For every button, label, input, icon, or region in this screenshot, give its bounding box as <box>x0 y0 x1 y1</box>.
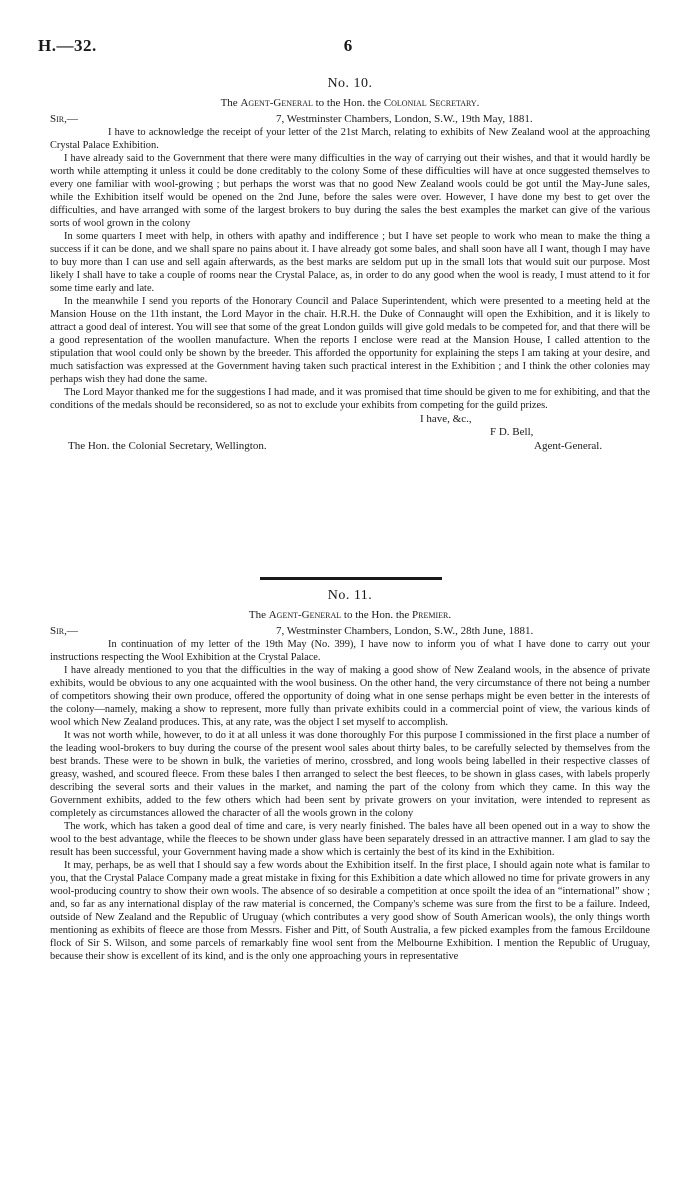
signatory-title: Agent-General. <box>534 440 603 452</box>
letter-heading: The Agent-General to the Hon. the Colonial Secretary. <box>220 97 480 109</box>
paragraph: I have already said to the Government that there were many difficulties in the way of carrying out their wishes, and that it would hardly be worth while attempting it unless it could be done creditably to the colony Some of these difficulties will have at once suggested themselves to every one familiar with wool-growing ; but perhaps the worst was that no good New Zealand wools could be got until the May-June sales, while the Exhibition itself would be opened on the 2nd June, before the sales were over. However, I have done my best to get over the difficulties, and have arranged with some of the largest brokers to buy during the sales the best examples the market can give of the various sorts of wool grown in the colony <box>50 153 650 229</box>
signature: F D. Bell, <box>490 426 534 438</box>
paragraph: The Lord Mayor thanked me for the suggestions I had made, and it was promised that time should be given to me for exhibiting, and that the conditions of the medals should be reconsidered, so as not to exclude your exhibits from competing for the guild prizes. <box>50 387 650 411</box>
letter-number: No. 11. <box>327 588 373 603</box>
letter-closing <box>50 412 650 456</box>
sender: Agent-General <box>240 97 313 109</box>
salutation-address-line <box>50 624 650 638</box>
letter-number: No. 10. <box>327 76 373 91</box>
paragraph: I have to acknowledge the receipt of your letter of the 21st March, relating to exhibits of New Zealand wool at the approaching Crystal Palace Exhibition. <box>50 127 650 151</box>
page-number: 6 <box>343 36 353 55</box>
sender-address-date: 7, Westminster Chambers, London, S.W., 28th June, 1881. <box>276 625 534 637</box>
paragraph: It may, perhaps, be as well that I should say a few words about the Exhibition itself. In the first place, I should again note what is familar to you, that the Crystal Palace Company made a great mistake in fixing for this Exhibition a date which allowed no time for private growers in any wool-producing country to show their own wools. The absence of so desirable a competition at once spoilt the idea of an “international” show ; and, so far as any international display of the raw material is concerned, the Company's scheme was sure from the first to be a failure. Indeed, outside of New Zealand and the Republic of Uruguay (which contributes a very good show of South American wools), the only things worth mentioning as exhibits of fleece are those from Messrs. Fisher and Pitt, of South Australia, a few picked examples from the famous Ercildoune flock of Sir S. Wilson, and some parcels of remarkably fine wool sent from the Melbourne Exhibition. I mention the Republic of Uruguay, because their show is excellent of its kind, and is the only one approaching yours in representative <box>50 860 650 962</box>
paragraph: In the meanwhile I send you reports of the Honorary Council and Palace Superintendent, which were presented to a meeting held at the Mansion House on the 11th instant, the Lord Mayor in the chair. H.R.H. the Duke of Connaught will open the Exhibition, and it is likely to attract a good deal of interest. You will see that some of the great London guilds will give gold medals to be competed for, and that there will be a good representation of the woollen manufacture. When the reports I enclose were read at the Mansion House, I called attention to the stipulation that wool could only be shown by the breeder. This afforded the opportunity for explaining the steps I am taking at your desire, and much satisfaction was expressed at the Government having taken such practical interest in the Exhibition ; and I think the other colonies may perhaps wish they had done the same. <box>50 296 650 385</box>
paragraph: I have already mentioned to you that the difficulties in the way of making a good show of New Zealand wools, in the absence of private exhibits, would be obvious to any one acquainted with the wool business. On the other hand, the very circumstance of there not being a number of competitors showing their own produce, offered the opportunity of doing what in one sense perhaps might be even better in the interests of the colony—namely, making a show to represent, more fully than private exhibits could in a commercial point of view, the various kinds of wool which New Zealand produces. This, at any rate, was the object I set myself to accomplish. <box>50 665 650 728</box>
addressee: Colonial Secretary <box>383 97 477 109</box>
paragraph: In continuation of my letter of the 19th May (No. 399), I have now to inform you of what I have done to carry out your instructions respecting the Wool Exhibition at the Crystal Palace. <box>50 639 650 663</box>
salutation-address-line <box>50 112 650 126</box>
parliamentary-paper-ref: H.—32. <box>38 36 97 55</box>
letter-no-10 <box>50 74 650 456</box>
paragraph: The work, which has taken a good deal of time and care, is very nearly finished. The bales have all been opened out in a way to show the wool to the best advantage, while the fleeces to be shown under glass have been separately dressed in an attractive manner. I am glad to say the result has been successful, your Government having made a show which is certainly the best of its kind in the Exhibition. <box>50 821 650 858</box>
salutation: Sir,— <box>50 625 78 637</box>
page-header <box>38 36 658 60</box>
sender-address-date: 7, Westminster Chambers, London, S.W., 19th May, 1881. <box>276 113 533 125</box>
salutation: Sir,— <box>50 113 78 125</box>
paragraph: It was not worth while, however, to do it at all unless it was done thoroughly For this purpose I commissioned in the first place a number of the leading wool-brokers to buy during the course of the present wool sales about thirty bales, to be carefully selected by themselves from the best brands. These were to be shown in bulk, the varieties of merino, crossbred, and long wools being labelled in their respective classes of greasy, washed, and scoured fleece. From these bales I then arranged to select the best fleeces, to be shown in glass cases, with labels properly describing the several sorts and their values in the market, and naming the part of the colony from which they came. In this way the Government exhibits, added to the few others which had been sent by private growers on your invitation, were intended to represent as completely as circumstances allowed the character of all the wools grown in the colony <box>50 730 650 819</box>
letter-no-11 <box>50 586 650 963</box>
closing-phrase: I have, &c., <box>420 413 472 425</box>
sender: Agent-General <box>268 609 342 621</box>
recipient-line: The Hon. the Colonial Secretary, Wellington. <box>68 440 267 452</box>
addressee: Premier <box>412 609 449 621</box>
section-divider <box>260 577 442 580</box>
letter-heading: The Agent-General to the Hon. the Premier. <box>248 609 452 621</box>
paragraph: In some quarters I meet with help, in others with apathy and indifference ; but I have set people to work who mean to make the thing a success if it can be done, and we shall spare no pains about it. I have already got some bales, and shall soon have all I want, though I may have to buy more than I can use and sell again afterwards, as the best marks are seldom put up in the small lots that would suit our purpose. Most likely I shall have to take a couple of rooms near the Crystal Palace, as, in order to do any good when the wool is ready, I must attend to it for some time early and late. <box>50 231 650 294</box>
